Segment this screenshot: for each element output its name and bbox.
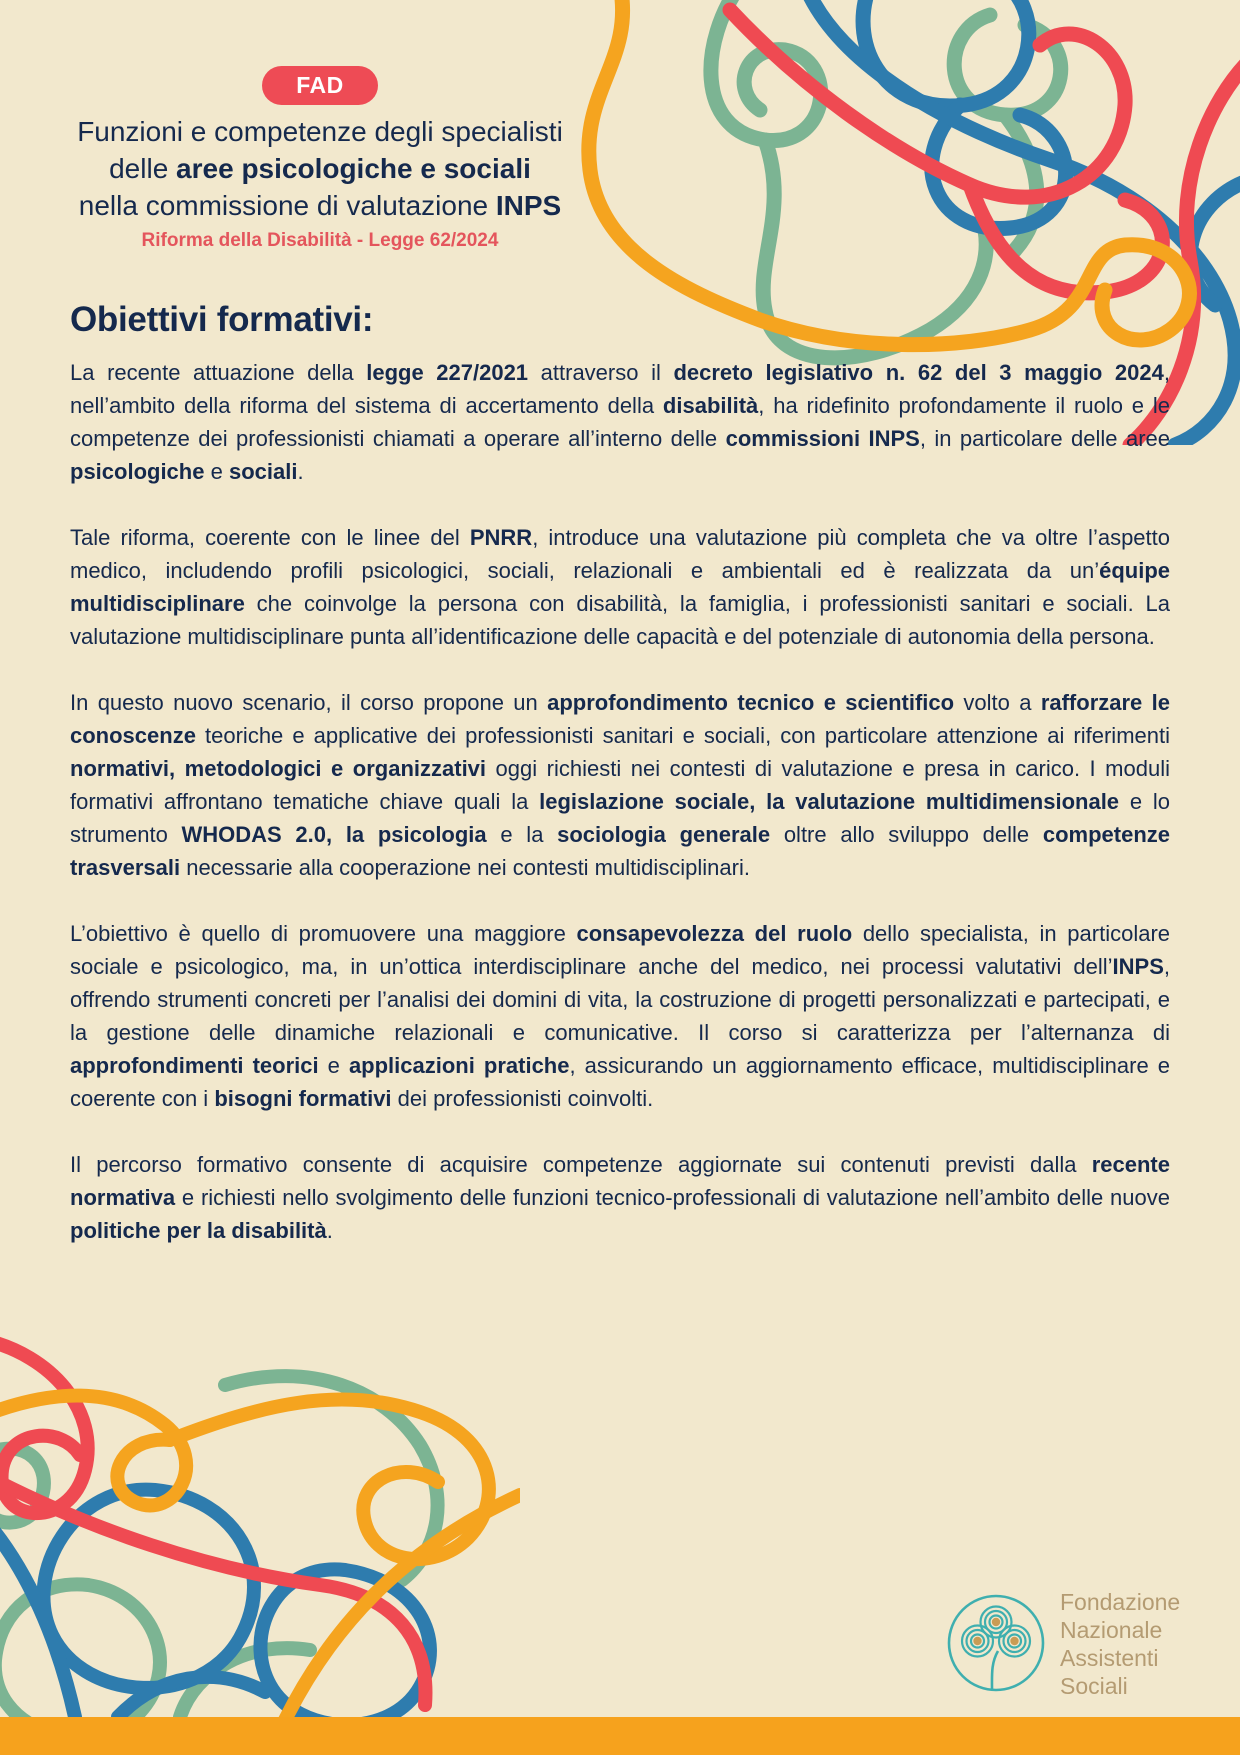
course-title <box>50 113 590 224</box>
course-title-line: Funzioni e competenze degli specialisti <box>77 116 563 147</box>
tangled-lines-decoration-bottom-left <box>0 1240 520 1717</box>
paragraph: La recente attuazione della legge 227/2021 attraverso il decreto legislativo n. 62 del 3 maggio 2024, nell’ambito della riforma del sistema di accertamento della disabilità, ha ridefinito profondamente il ruolo e le competenze dei professionisti chiamati a operare all’interno delle commissioni INPS, in particolare delle aree psicologiche e sociali. <box>70 360 1170 484</box>
fnas-logo-icon <box>946 1591 1046 1697</box>
course-title-line: nella commissione di valutazione INPS <box>78 190 562 221</box>
main-content <box>70 300 1170 1280</box>
paragraph: In questo nuovo scenario, il corso propone un approfondimento tecnico e scientifico volto a rafforzare le conoscenze teoriche e applicative dei professionisti sanitari e sociali, con particolare attenzione ai riferimenti normativi, metodologici e organizzativi oggi richiesti nei contesti di valutazione e presa in carico. I moduli formativi affrontano tematiche chiave quali la legislazione sociale, la valutazione multidimensionale e lo strumento WHODAS 2.0, la psicologia e la sociologia generale oltre allo sviluppo delle competenze trasversali necessarie alla cooperazione nei contesti multidisciplinari. <box>70 690 1171 880</box>
fnas-logo-text-line: Nazionale <box>1060 1617 1163 1643</box>
paragraphs <box>70 356 1170 1247</box>
paragraph: Tale riforma, coerente con le linee del PNRR, introduce una valutazione più completa che va oltre l’aspetto medico, includendo profili psicologici, sociali, relazionali e ambientali ed è realizzata da un’équipe multidisciplinare che coinvolge la persona con disabilità, la famiglia, i professionisti sanitari e sociali. La valutazione multidisciplinare punta all’identificazione delle capacità e del potenziale di autonomia della persona. <box>70 525 1170 649</box>
fnas-logo-text <box>1060 1588 1180 1700</box>
course-subtitle: Riforma della Disabilità - Legge 62/2024 <box>141 230 499 251</box>
fnas-logo-text-line: Fondazione <box>1060 1589 1181 1615</box>
header <box>50 66 590 252</box>
fnas-logo-text-line: Sociali <box>1060 1673 1128 1699</box>
paragraph: L’obiettivo è quello di promuovere una maggiore consapevolezza del ruolo dello specialista, in particolare sociale e psicologico, ma, in un’ottica interdisciplinare anche del medico, nei processi valutativi dell’INPS, offrendo strumenti concreti per l’analisi dei domini di vita, la costruzione di progetti personalizzati e partecipati, e la gestione delle dinamiche relazionali e comunicative. Il corso si caratterizza per l’alternanza di approfondimenti teorici e applicazioni pratiche, assicurando un aggiornamento efficace, multidisciplinare e coerente con i bisogni formativi dei professionisti coinvolti. <box>70 921 1170 1111</box>
fad-badge: FAD <box>262 66 378 105</box>
course-title-line: delle aree psicologiche e sociali <box>109 153 531 184</box>
fnas-logo <box>946 1588 1180 1700</box>
bottom-orange-strip <box>0 1717 1240 1755</box>
paragraph: Il percorso formativo consente di acquisire competenze aggiornate sui contenuti previsti dalla recente normativa e richiesti nello svolgimento delle funzioni tecnico-professionali di valutazione nell’ambito delle nuove politiche per la disabilità. <box>70 1152 1170 1243</box>
fnas-logo-text-line: Assistenti <box>1060 1645 1159 1671</box>
section-heading: Obiettivi formativi: <box>70 300 374 339</box>
